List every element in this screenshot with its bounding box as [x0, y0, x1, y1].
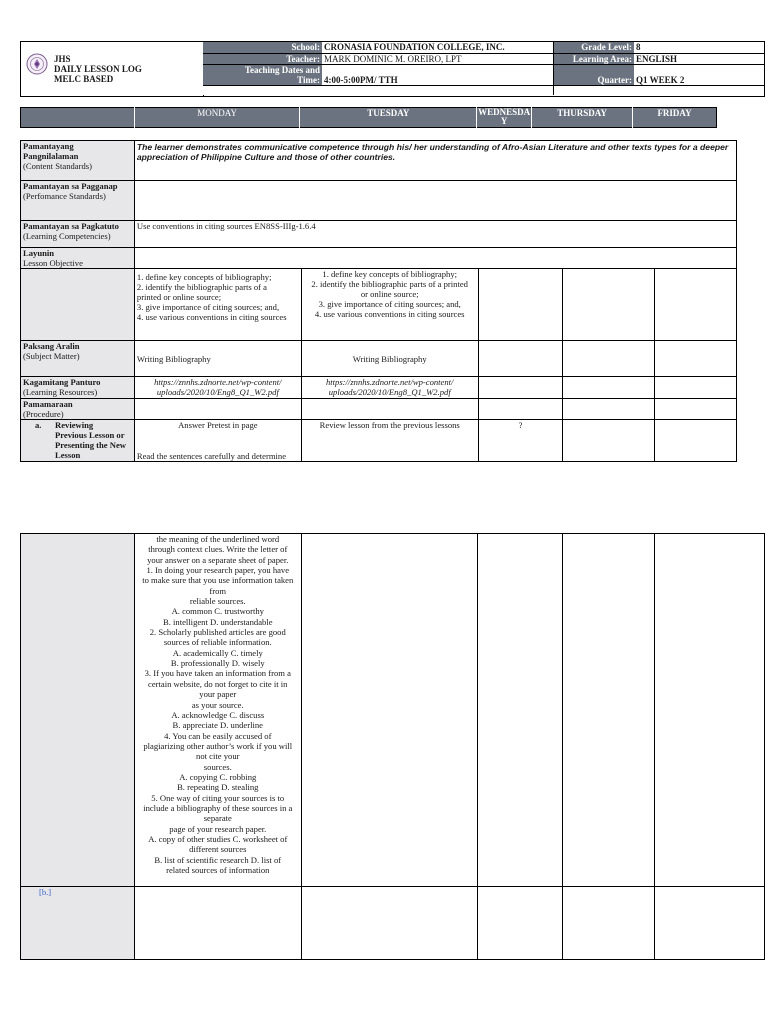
day-wednesday — [477, 108, 532, 128]
review-thursday — [563, 420, 655, 462]
review-monday — [134, 420, 301, 462]
table-row — [21, 248, 737, 269]
objectives-tuesday — [301, 269, 478, 341]
pretest-line: reliable sources. — [189, 596, 246, 607]
subject-friday — [655, 341, 737, 377]
dates-label — [203, 64, 322, 85]
label-line: Paksang Aralin — [23, 341, 80, 351]
learning-resources-label — [21, 377, 135, 399]
teacher-value: MARK DOMINIC M. OREIRO, LPT — [322, 53, 553, 64]
subject-wednesday — [478, 341, 563, 377]
school-value: CRONASIA FOUNDATION COLLEGE, INC. — [322, 42, 553, 53]
quarter-label: Quarter: — [553, 64, 634, 85]
pretest-line: A. copy of other studies C. worksheet of — [148, 833, 288, 844]
pretest-line: 3. If you have taken an information from a — [144, 668, 291, 679]
subject-monday: Writing Bibliography — [134, 341, 301, 377]
deped-seal-icon — [26, 53, 48, 75]
procedure-thursday — [563, 399, 655, 420]
pretest-line: B. list of scientific research D. list of — [154, 854, 282, 865]
objective-line: 1. define key concepts of bibliography; — [136, 272, 272, 282]
dates-label-line-2: Time: — [297, 74, 320, 85]
subject-thursday — [563, 341, 655, 377]
grade-label: Grade Level: — [553, 42, 634, 53]
label-line: Reviewing — [55, 420, 94, 430]
label-line: Pamantayan sa Pagganap — [23, 181, 118, 191]
pretest-line: through context clues. Write the letter of — [148, 544, 288, 555]
pretest-line: sources. — [203, 761, 232, 772]
performance-standards-label — [21, 181, 135, 221]
label-line: Previous Lesson or — [55, 430, 125, 440]
review-wednesday: ? — [478, 420, 563, 462]
procedure-tuesday — [301, 399, 478, 420]
pretest-line: from — [209, 585, 227, 596]
table-row — [21, 534, 765, 887]
day-thursday: THURSDAY — [532, 108, 633, 128]
learning-competencies-text: Use conventions in citing sources EN8SS-IIIg-1.6.4 — [134, 221, 736, 248]
next-step-monday — [134, 887, 301, 960]
label-english: (Procedure) — [23, 409, 64, 419]
pretest-line: certain website, do not forget to cite it in — [148, 678, 288, 689]
procedure-wednesday — [478, 399, 563, 420]
label-line: Presenting the New — [55, 440, 126, 450]
review-monday-instructions: Read the sentences carefully and determine — [136, 451, 287, 461]
pretest-line: A. copying C. robbing — [179, 771, 257, 782]
next-step-wednesday — [478, 887, 563, 960]
day-header-blank — [21, 108, 135, 128]
log-basis: MELC BASED — [54, 74, 114, 84]
content-standards-text: The learner demonstrates communicative competence through his/ her understanding of Afro-Asian Literature and other texts types for a deeper appreciation of Philippine Culture and those of other countries. — [134, 141, 736, 181]
pretest-line: separate — [203, 813, 232, 824]
label-english: (Learning Resources) — [23, 387, 98, 397]
pretest-line: to make sure that you use information taken — [142, 575, 294, 586]
school-label: School: — [203, 42, 322, 53]
label-line: Pangnilalaman — [23, 151, 79, 161]
next-step-tuesday — [301, 887, 478, 960]
header-spacer — [634, 85, 764, 95]
objective-text — [134, 248, 736, 269]
teacher-label: Teacher: — [203, 53, 322, 64]
pretest-line: A. acknowledge C. discuss — [171, 709, 265, 720]
day-header-bar — [20, 107, 717, 128]
procedure-monday — [134, 399, 301, 420]
label-line: Lesson — [55, 450, 81, 460]
pretest-thursday — [563, 534, 655, 887]
lesson-table-page-1 — [20, 140, 737, 462]
resources-thursday — [563, 377, 655, 399]
pretest-tuesday — [301, 534, 478, 887]
pretest-friday — [655, 534, 765, 887]
pretest-line: sources of reliable information. — [163, 637, 272, 648]
content-standards-label — [21, 141, 135, 181]
label-line: Pamantayan sa Pagkatuto — [23, 221, 119, 231]
lesson-table-page-2 — [20, 533, 765, 960]
school-level: JHS — [54, 54, 71, 64]
resources-friday — [655, 377, 737, 399]
resource-link: https://znnhs.zdnorte.net/wp-content/ — [325, 377, 454, 387]
objective-line: or online source; — [360, 289, 419, 299]
pretest-line: B. professionally D. wisely — [170, 658, 265, 669]
dates-value: 4:00-5:00PM/ TTH — [322, 64, 553, 85]
label-english: (Learning Competencies) — [23, 231, 111, 241]
procedure-friday — [655, 399, 737, 420]
table-row — [21, 341, 737, 377]
pretest-line: page of your research paper. — [169, 823, 267, 834]
pretest-blank-label — [21, 534, 135, 887]
table-row — [21, 269, 737, 341]
objectives-wednesday — [478, 269, 563, 341]
pretest-monday — [134, 534, 301, 887]
pretest-line: A. common C. trustworthy — [171, 606, 264, 617]
objectives-friday — [655, 269, 737, 341]
review-lesson-label — [21, 420, 135, 462]
header-fields — [203, 42, 764, 95]
header-spacer — [322, 85, 553, 95]
label-line: Pamantayang — [23, 141, 74, 151]
resource-link: https://znnhs.zdnorte.net/wp-content/ — [154, 377, 282, 387]
label-english: Lesson Objective — [23, 258, 83, 268]
quarter-value: Q1 WEEK 2 — [634, 64, 764, 85]
pretest-line: related sources of information — [166, 865, 270, 875]
resources-wednesday — [478, 377, 563, 399]
performance-standards-text — [134, 181, 736, 221]
day-monday: MONDAY — [134, 108, 300, 128]
pretest-line: B. appreciate D. underline — [172, 720, 263, 731]
label-line: Kagamitang Panturo — [23, 377, 101, 387]
objective-line: 2. identify the bibliographic parts of a printed — [311, 279, 468, 289]
pretest-line: 1. In doing your research paper, you have — [146, 565, 290, 576]
review-marker: a. — [35, 420, 42, 430]
label-line: Pamamaraan — [23, 399, 73, 409]
objectives-monday — [134, 269, 301, 341]
day-friday: FRIDAY — [633, 108, 717, 128]
lesson-log-header — [20, 41, 765, 97]
learning-competencies-label — [21, 221, 135, 248]
pretest-line: plagiarizing other author’s work if you will — [143, 740, 293, 751]
pretest-line: your answer on a separate sheet of paper. — [147, 554, 289, 565]
objective-line: 2. identify the bibliographic parts of a — [136, 282, 267, 292]
pretest-line: 4. You can be easily accused of — [164, 730, 272, 741]
table-row — [21, 377, 737, 399]
procedure-label — [21, 399, 135, 420]
pretest-line: your paper — [199, 689, 237, 700]
objectives-thursday — [563, 269, 655, 341]
review-friday — [655, 420, 737, 462]
next-step-label: [b.] — [21, 887, 135, 960]
day-tuesday: TUESDAY — [300, 108, 477, 128]
pretest-line: 2. Scholarly published articles are good — [149, 627, 286, 638]
area-value: ENGLISH — [634, 53, 764, 64]
objective-line: 4. use various conventions in citing sources — [314, 309, 465, 319]
pretest-line: B. repeating D. stealing — [177, 782, 259, 793]
table-row — [21, 887, 765, 960]
day-wednesday-line-1: WEDNESDA — [478, 107, 531, 117]
next-step-thursday — [563, 887, 655, 960]
pretest-wednesday — [478, 534, 563, 887]
table-row — [21, 399, 737, 420]
next-step-friday — [655, 887, 765, 960]
header-title-block — [21, 42, 204, 96]
objective-line: 4. use various conventions in citing sources — [136, 312, 287, 322]
pretest-line: not cite your — [196, 751, 240, 762]
day-wednesday-line-2: Y — [500, 116, 508, 126]
subject-tuesday: Writing Bibliography — [301, 341, 478, 377]
label-english: (Content Standards) — [23, 161, 92, 171]
pretest-line: include a bibliography of these sources in a — [143, 802, 293, 813]
label-english: (Perfomance Standards) — [23, 191, 106, 201]
objective-line: 3. give importance of citing sources; and, — [136, 302, 280, 312]
table-row — [21, 420, 737, 462]
subject-matter-label — [21, 341, 135, 377]
table-row — [21, 221, 737, 248]
dates-label-line-1: Teaching Dates and — [244, 64, 320, 75]
label-line: Layunin — [23, 248, 55, 258]
pretest-line: A. academically C. timely — [172, 647, 263, 658]
grade-value: 8 — [634, 42, 764, 53]
pretest-line: the meaning of the underlined word — [156, 534, 280, 544]
header-spacer — [203, 85, 322, 95]
label-english: (Subject Matter) — [23, 351, 80, 361]
pretest-line: different sources — [189, 844, 247, 855]
table-row — [21, 181, 737, 221]
pretest-line: 5. One way of citing your sources is to — [151, 792, 285, 803]
pretest-line: B. intelligent D. understandable — [162, 616, 273, 627]
resource-link: uploads/2020/10/Eng8_Q1_W2.pdf — [156, 387, 279, 397]
area-label: Learning Area: — [553, 53, 634, 64]
review-monday-text: Answer Pretest in page — [178, 420, 258, 430]
objectives-blank-label — [21, 269, 135, 341]
resources-tuesday — [301, 377, 478, 399]
log-title: DAILY LESSON LOG — [54, 64, 142, 74]
resources-monday — [134, 377, 301, 399]
table-row — [21, 141, 737, 181]
review-tuesday: Review lesson from the previous lessons — [301, 420, 478, 462]
resource-link: uploads/2020/10/Eng8_Q1_W2.pdf — [328, 387, 451, 397]
objective-line: printed or online source; — [136, 292, 222, 302]
objective-label — [21, 248, 135, 269]
objective-line: 3. give importance of citing sources; and, — [318, 299, 461, 309]
pretest-line: as your source. — [191, 699, 244, 710]
objective-line: 1. define key concepts of bibliography; — [322, 269, 458, 279]
header-spacer — [553, 85, 634, 95]
